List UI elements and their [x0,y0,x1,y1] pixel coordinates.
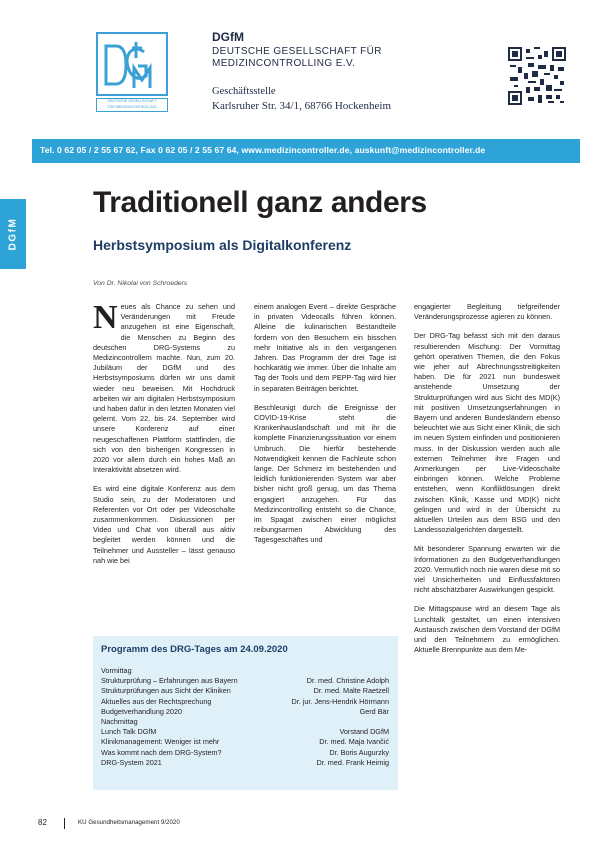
program-row [101,737,389,747]
article-byline: Von Dr. Nikolai von Schroeders [93,280,188,287]
paragraph: Mit besonderer Spannung erwarten wir die Informationen zu den Budgetverhandlungen 2020. Vermutlich noch nie waren diese mit so viel Unsicherheiten und Einflussfaktoren nicht abschätzbarer Auswirkungen gespickt. [414,544,560,595]
org-full-name [212,46,432,70]
program-topic: Budgetverhandlung 2020 [101,706,183,716]
program-speaker: Dr. Boris Augurzky [329,747,389,757]
program-row [101,758,389,768]
program-topic: Vormittag [101,666,132,675]
program-topic: Strukturprüfung – Erfahrungen aus Bayern [101,676,238,686]
contact-info[interactable]: Tel. 0 62 05 / 2 55 67 62, Fax 0 62 05 / 2 55 67 64, www.medizincontroller.de, auskunft@medizincontroller.de [40,145,486,155]
qr-code-icon[interactable] [508,47,566,105]
program-row [101,686,389,696]
program-speaker: Dr. med. Christine Adolph [306,676,389,686]
program-topic: Klinikmanagement: Weniger ist mehr [101,737,220,747]
program-topic: Was kommt nach dem DRG-System? [101,747,222,757]
side-section-tab [0,199,26,269]
org-full-name-line-2: MEDIZINCONTROLLING E.V. [212,58,356,69]
paragraph: engagierter Begleitung tiefgreifender Veränderungsprozesse agieren zu können. [414,302,560,322]
page-footer [32,818,572,830]
footer-divider [64,818,65,829]
program-row [101,666,389,676]
program-row [101,697,389,707]
paragraph: Beschleunigt durch die Ereignisse der COVID-19-Krise steht die Krankenhauslandschaft und mit ihr die komplette Finanzierungssituation vor einem Umbruch. Die hierfür bestehende Notwendigkeit kennen die Fachleute schon lange. Der Schmerz im bestehenden und leidlich funktionierenden System war aber bisher nicht groß genug, um das Thema engagiert anzugehen. Für das Medizincontrolling entsteht so die Chance, im Spagat zwischen einer möglichst reibungsarmen Abwicklung des Tagesgeschäftes und [254,402,396,545]
program-speaker: Dr. med. Maja Ivančić [319,737,389,747]
program-topic: Strukturprüfungen aus Sicht der Kliniken [101,686,231,696]
paragraph-text: eues als Chance zu sehen und Veränderungen mit Freude anzugehen ist eine Eigenschaft, die Menschen zu Beginn des deutschen DRG-Systems zu Medizincontrollern machte. Nun, zum 20. Jubiläum der DGfM und des Herbstsymposiums dürfen wir uns damit wieder neu beweisen. Mit Hochdruck arbeiten wir am digitalen Herbstsymposium und haben dafür in den letzten Monaten viel gelernt. Vom 22. bis 24. September wird unsere Konferenz auf einer neugeschaffenen Plattform stattfinden, die sich von den bisherigen Kongressen in 2020 vor allem durch ein hohes Maß an Interaktivität absetzen wird. [93,302,235,475]
program-title: Programm des DRG-Tages am 24.09.2020 [101,644,288,655]
article-column-2 [254,302,396,555]
paragraph: Die Mittagspause wird an diesem Tage als Lunchtalk gestaltet, um einen intensiven Austausch zwischen dem Vorstand der DGfM und den Teilnehmern zu ermöglichen. Aktuelle Brennpunkte aus dem Me- [414,604,560,655]
program-speaker: Dr. med. Frank Heimig [316,757,389,767]
org-full-name-line-1: DEUTSCHE GESELLSCHAFT FÜR [212,46,382,57]
org-name: DGfM [212,30,244,44]
paragraph: Es wird eine digitale Konferenz aus dem Studio sein, zu der Moderatoren und Referenten vor Ort oder per Videoschalte zusammenkommen. Diskussionen per Video und Chat von überall aus aktiv begleitet werden können und die Teilnehmer und Aussteller – lässt genauso nah wie bei [93,484,235,565]
program-speaker: Dr. med. Malte Raetzell [313,686,389,696]
drop-cap: N [93,299,118,336]
office-label: Geschäftsstelle [212,86,276,97]
program-topic: Aktuelles aus der Rechtsprechung [101,696,212,706]
program-row [101,748,389,758]
side-tab-label: DGfM [7,217,19,251]
logo-subtitle-line-2: FÜR MEDIZINCONTROLLING [107,104,157,109]
paragraph: Der DRG-Tag befasst sich mit den daraus resultierenden Mischung: Der Vormittag gehört operativen Themen, die den Fokus wie jeher auf Abrechnungsstreitigkeiten haben. Die für 2021 nun bundesweit anstehende Umsetzung der Strukturprüfungen wird aus Sicht des MD(K) mit positiven Umsetzungserfahrungen in Bayern und anderen Bundesländern ebenso beleuchtet wie aus Sicht einer Klinik, die sich im neuen System einfinden und positionieren muss. In der Diskussion werden auch alle externen Teilnehmer ihre Fragen und Anmerkungen per Live-Videoschalte einbringen können. Welche Probleme entstehen, wenn Konfliktlösungen direkt zwischen Klinik, Kasse und MD(K) nicht gelingen und wird in der Übersicht zu aktuellen Urteilen aus dem BSG und den Landessozialgerichten dargestellt. [414,331,560,535]
program-speaker: Dr. jur. Jens-Hendrik Hörmann [291,696,389,706]
logo-frame [96,32,168,96]
logo-letters-graphic [102,38,164,92]
logo-subtitle-line-1: DEUTSCHE GESELLSCHAFT [107,99,157,103]
office-address: Karlsruher Str. 34/1, 68766 Hockenheim [212,100,392,112]
program-box [93,636,398,790]
program-list [101,666,389,768]
journal-reference: KU Gesundheitsmanagement 9/2020 [78,819,180,826]
program-row [101,707,389,717]
program-speaker: Vorstand DGfM [339,727,389,737]
dgfm-logo [96,32,168,112]
logo-subtitle [96,98,168,112]
paragraph: einem analogen Event – direkte Gespräche in privaten Videocalls führen können. Alleine die kulinarischen Bestandteile fordern von den Besuchern ein bisschen mehr Initiative als in den vergangenen Jahren. Das Programm der drei Tage ist hochkarätig wie immer. Über die Inhalte am Tag der Tools und dem PEPP-Tag wird hier in separaten Beiträgen berichtet. [254,302,396,393]
article-headline: Traditionell ganz anders [93,186,427,219]
page-number: 82 [38,818,47,827]
program-topic: Lunch Talk DGfM [101,727,157,737]
program-row [101,717,389,727]
program-row [101,676,389,686]
paragraph [93,299,235,475]
program-row [101,727,389,737]
program-topic: DRG-System 2021 [101,757,162,767]
article-subhead: Herbstsymposium als Digitalkonferenz [93,237,352,253]
article-column-3 [414,302,560,665]
contact-bar [32,139,580,163]
program-speaker: Gerd Bär [359,706,389,716]
article-column-1 [93,299,235,575]
program-topic: Nachmittag [101,716,138,726]
